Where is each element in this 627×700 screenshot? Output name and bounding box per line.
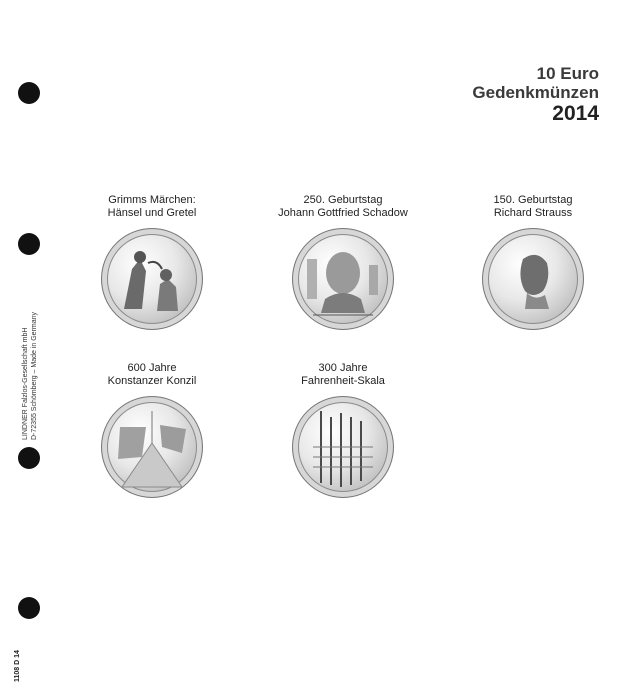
coin-slot-fahrenheit	[253, 362, 433, 498]
coin-motif-icon	[102, 229, 202, 329]
coin-slot-strauss	[443, 194, 623, 330]
header-title: Gedenkmünzen	[472, 83, 599, 102]
coin-image	[101, 396, 203, 498]
header-denomination: 10 Euro	[536, 64, 599, 83]
coin-motif-icon	[102, 397, 202, 497]
page-code: 1108 D 14	[14, 650, 21, 682]
coin-image	[292, 396, 394, 498]
binder-hole-4	[18, 597, 40, 619]
coin-slot-schadow	[253, 194, 433, 330]
coin-caption-line2: Richard Strauss	[493, 207, 573, 219]
coin-motif-icon	[293, 229, 393, 329]
coin-motif-icon	[483, 229, 583, 329]
coin-caption-line1: 300 Jahre	[318, 362, 368, 374]
coin-caption-line2: Johann Gottfried Schadow	[278, 207, 408, 219]
coin-caption-line1: 150. Geburtstag	[493, 194, 573, 206]
publisher-imprint	[21, 312, 39, 440]
coin-image	[482, 228, 584, 330]
coin-image	[292, 228, 394, 330]
coin-motif-icon	[293, 397, 393, 497]
header-year: 2014	[552, 102, 599, 125]
imprint-line2: D-72355 Schömberg – Made in Germany	[31, 311, 38, 440]
binder-hole-2	[18, 233, 40, 255]
coin-caption-line1: 600 Jahre	[127, 362, 177, 374]
binder-hole-1	[18, 82, 40, 104]
coin-caption-line2: Fahrenheit-Skala	[301, 375, 385, 387]
coin-caption-line2: Konstanzer Konzil	[107, 375, 197, 387]
imprint-line1: LINDNER Falzlos-Gesellschaft mbH	[22, 327, 29, 440]
coin-image	[101, 228, 203, 330]
coin-slot-konzil	[62, 362, 242, 498]
page-header	[472, 64, 599, 126]
coin-slot-haensel-gretel	[62, 194, 242, 330]
coin-caption-line1: Grimms Märchen:	[108, 194, 196, 206]
binder-hole-3	[18, 447, 40, 469]
coin-caption-line2: Hänsel und Gretel	[107, 207, 197, 219]
coin-caption-line1: 250. Geburtstag	[303, 194, 383, 206]
